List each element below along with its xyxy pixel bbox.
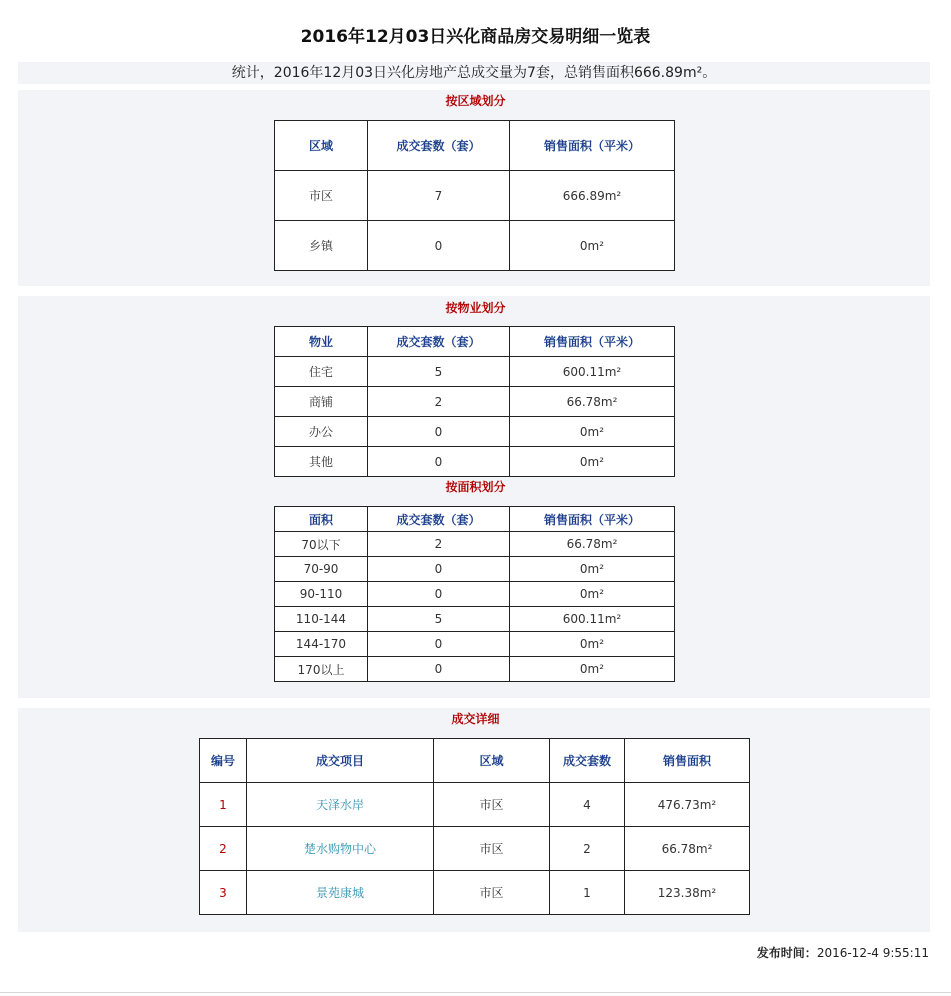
column-header: 成交套数（套）	[368, 327, 510, 357]
row-number: 1	[200, 783, 247, 827]
column-header: 销售面积（平米）	[510, 121, 675, 171]
table-row	[275, 607, 675, 632]
table-cell: 市区	[434, 783, 550, 827]
table-cell: 其他	[275, 447, 368, 477]
table-cell: 600.11m²	[510, 357, 675, 387]
table-cell: 666.89m²	[510, 171, 675, 221]
table-cell: 0	[368, 557, 510, 582]
table-cell: 0	[368, 447, 510, 477]
table-row	[275, 417, 675, 447]
project-link[interactable]: 天泽水岸	[247, 783, 434, 827]
project-link[interactable]: 景苑康城	[247, 871, 434, 915]
column-header: 成交套数（套）	[368, 121, 510, 171]
table-row	[275, 557, 675, 582]
table-row	[200, 783, 750, 827]
table-cell: 0	[368, 582, 510, 607]
table-cell: 0m²	[510, 221, 675, 271]
table-cell: 66.78m²	[510, 532, 675, 557]
property-table	[274, 326, 675, 477]
table-row	[275, 632, 675, 657]
row-number: 2	[200, 827, 247, 871]
table-cell: 123.38m²	[625, 871, 750, 915]
table-cell: 70-90	[275, 557, 368, 582]
table-cell: 住宅	[275, 357, 368, 387]
table-cell: 0m²	[510, 582, 675, 607]
project-link[interactable]: 楚水购物中心	[247, 827, 434, 871]
table-cell: 70以下	[275, 532, 368, 557]
property-section-title: 按物业划分	[445, 301, 506, 315]
column-header: 成交项目	[247, 739, 434, 783]
table-cell: 2	[550, 827, 625, 871]
table-cell: 市区	[434, 827, 550, 871]
table-cell: 600.11m²	[510, 607, 675, 632]
table-cell: 66.78m²	[510, 387, 675, 417]
area-table	[274, 506, 675, 682]
table-cell: 0m²	[510, 632, 675, 657]
publish-label: 发布时间：	[756, 946, 817, 960]
table-row	[275, 221, 675, 271]
table-cell: 0m²	[510, 657, 675, 682]
table-header-row	[275, 507, 675, 532]
table-cell: 66.78m²	[625, 827, 750, 871]
region-table	[274, 120, 675, 271]
table-cell: 0	[368, 417, 510, 447]
summary-text: 统计，2016年12月03日兴化房地产总成交量为7套，总销售面积666.89m²。	[18, 62, 930, 84]
table-cell: 0	[368, 221, 510, 271]
details-section-title: 成交详细	[451, 712, 500, 726]
column-header: 成交套数	[550, 739, 625, 783]
column-header: 销售面积	[625, 739, 750, 783]
table-cell: 办公	[275, 417, 368, 447]
bottom-divider	[0, 992, 951, 993]
table-cell: 4	[550, 783, 625, 827]
details-table	[199, 738, 750, 915]
table-cell: 乡镇	[275, 221, 368, 271]
column-header: 销售面积（平米）	[510, 327, 675, 357]
column-header: 销售面积（平米）	[510, 507, 675, 532]
table-row	[275, 171, 675, 221]
region-section-title: 按区域划分	[445, 94, 506, 108]
table-row	[275, 357, 675, 387]
table-cell: 7	[368, 171, 510, 221]
table-row	[275, 582, 675, 607]
page-title: 2016年12月03日兴化商品房交易明细一览表	[300, 27, 651, 47]
table-cell: 170以上	[275, 657, 368, 682]
table-cell: 市区	[275, 171, 368, 221]
table-row	[275, 532, 675, 557]
table-cell: 5	[368, 357, 510, 387]
row-number: 3	[200, 871, 247, 915]
column-header: 编号	[200, 739, 247, 783]
column-header: 区域	[434, 739, 550, 783]
table-row	[275, 387, 675, 417]
table-row	[200, 871, 750, 915]
publish-time: 2016-12-4 9:55:11	[816, 946, 929, 960]
table-row	[275, 657, 675, 682]
table-cell: 0m²	[510, 417, 675, 447]
table-header-row	[275, 121, 675, 171]
column-header: 区域	[275, 121, 368, 171]
table-cell: 商铺	[275, 387, 368, 417]
table-cell: 2	[368, 532, 510, 557]
table-cell: 5	[368, 607, 510, 632]
table-cell: 0	[368, 632, 510, 657]
table-row	[200, 827, 750, 871]
table-cell: 0m²	[510, 557, 675, 582]
table-cell: 市区	[434, 871, 550, 915]
column-header: 成交套数（套）	[368, 507, 510, 532]
table-header-row	[275, 327, 675, 357]
table-cell: 476.73m²	[625, 783, 750, 827]
table-cell: 1	[550, 871, 625, 915]
table-row	[275, 447, 675, 477]
publish-info	[757, 944, 929, 961]
area-section-title: 按面积划分	[445, 480, 506, 494]
table-cell: 144-170	[275, 632, 368, 657]
table-header-row	[200, 739, 750, 783]
column-header: 面积	[275, 507, 368, 532]
table-cell: 2	[368, 387, 510, 417]
table-cell: 0m²	[510, 447, 675, 477]
table-cell: 110-144	[275, 607, 368, 632]
table-cell: 0	[368, 657, 510, 682]
table-cell: 90-110	[275, 582, 368, 607]
column-header: 物业	[275, 327, 368, 357]
